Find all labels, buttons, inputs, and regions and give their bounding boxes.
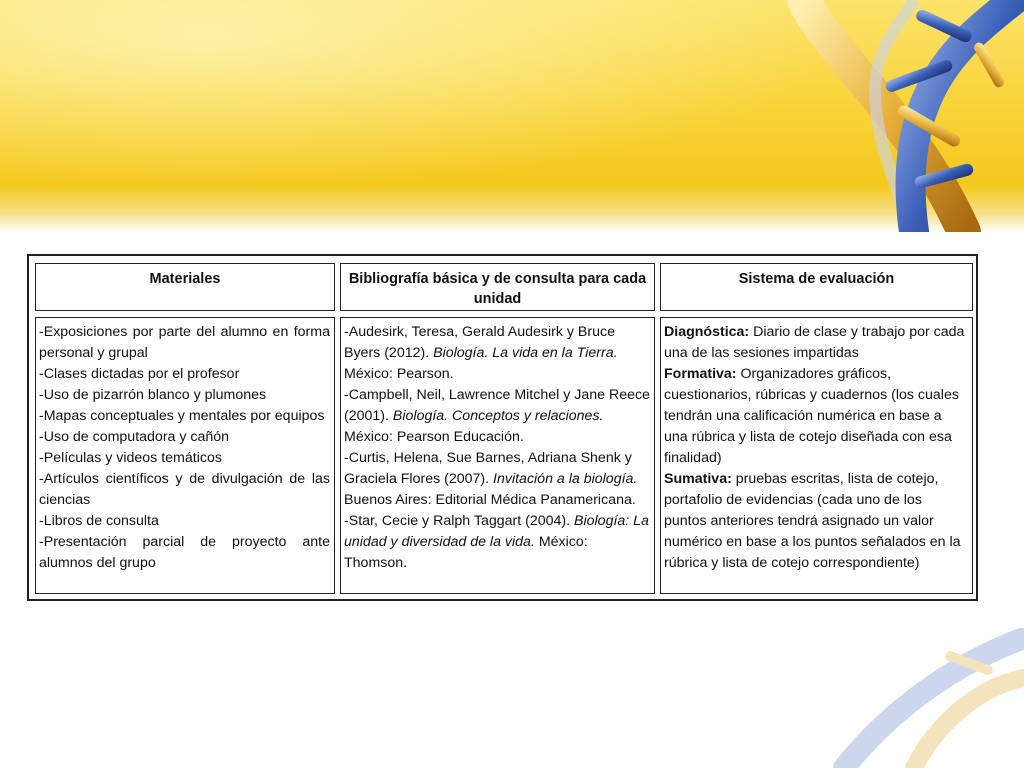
bibliografia-list bbox=[344, 322, 650, 574]
evaluation-item bbox=[664, 364, 968, 469]
header-materiales-text: Materiales bbox=[149, 271, 221, 287]
bibliography-entry bbox=[344, 448, 650, 511]
materiales-item: -Libros de consulta bbox=[39, 513, 159, 529]
header-evaluacion bbox=[660, 263, 973, 311]
header-bibliografia bbox=[340, 263, 655, 311]
bibliography-title: Biología: La unidad y diversidad de la vida. bbox=[344, 513, 649, 550]
bibliography-title: Biología. Conceptos y relaciones. bbox=[392, 408, 604, 424]
bibliography-publisher: México: Pearson. bbox=[344, 366, 454, 382]
materiales-list bbox=[39, 322, 330, 574]
evaluation-text: Organizadores gráficos, cuestionarios, rúbricas y cuadernos (los cuales tendrán una calificación numérica en base a una rúbrica y lista de cotejo diseñada con esa finalidad) bbox=[664, 366, 959, 466]
evaluation-text: Diario de clase y trabajo por cada una de las sesiones impartidas bbox=[664, 324, 965, 361]
bibliography-entry bbox=[344, 385, 650, 448]
bibliography-title: Invitación a la biología. bbox=[493, 471, 638, 487]
header-evaluacion-text: Sistema de evaluación bbox=[738, 271, 895, 287]
materiales-item: -Artículos científicos y de divulgación de las ciencias bbox=[39, 471, 330, 508]
bibliography-authors: -Curtis, Helena, Sue Barnes, Adriana Shenk y Graciela Flores (2007). bbox=[344, 450, 632, 487]
dna-helix-icon bbox=[764, 0, 1024, 232]
header-bibliografia-text: Bibliografía básica y de consulta para cada unidad bbox=[348, 271, 647, 307]
course-table bbox=[27, 254, 978, 601]
header-banner bbox=[0, 0, 1024, 232]
evaluation-label: Formativa: bbox=[664, 366, 737, 382]
bibliography-publisher: México: Thomson. bbox=[344, 534, 588, 571]
bibliography-authors: -Audesirk, Teresa, Gerald Audesirk y Bruce Byers (2012). bbox=[344, 324, 615, 361]
materiales-item: -Películas y videos temáticos bbox=[39, 450, 222, 466]
bibliography-entry bbox=[344, 322, 650, 385]
evaluation-label: Diagnóstica: bbox=[664, 324, 750, 340]
bibliography-authors: -Star, Cecie y Ralph Taggart (2004). bbox=[344, 513, 575, 529]
bibliography-entry bbox=[344, 511, 650, 574]
evaluation-item bbox=[664, 469, 968, 574]
header-materiales bbox=[35, 263, 335, 311]
materiales-item: -Uso de computadora y cañón bbox=[39, 429, 230, 445]
bibliografia-cell bbox=[340, 317, 655, 594]
materiales-item: -Presentación parcial de proyecto ante alumnos del grupo bbox=[39, 534, 330, 571]
bibliography-publisher: Buenos Aires: Editorial Médica Panamericana. bbox=[344, 492, 636, 508]
evaluacion-cell bbox=[660, 317, 973, 594]
materiales-item: -Exposiciones por parte del alumno en forma personal y grupal bbox=[39, 324, 330, 361]
bibliography-title: Biología. La vida en la Tierra. bbox=[433, 345, 618, 361]
evaluacion-list bbox=[664, 322, 968, 574]
materiales-item: -Clases dictadas por el profesor bbox=[39, 366, 240, 382]
materiales-item: -Uso de pizarrón blanco y plumones bbox=[39, 387, 267, 403]
materiales-item: -Mapas conceptuales y mentales por equipos bbox=[39, 408, 325, 424]
dna-helix-faded-icon bbox=[824, 628, 1024, 768]
evaluation-text: pruebas escritas, lista de cotejo, portafolio de evidencias (cada uno de los puntos anteriores tendrá asignado un valor numérico en base a los puntos señalados en la rúbrica y lista de cotejo correspondiente) bbox=[664, 471, 961, 571]
evaluation-item bbox=[664, 322, 968, 364]
evaluation-label: Sumativa: bbox=[664, 471, 732, 487]
materiales-cell bbox=[35, 317, 335, 594]
bibliography-authors: -Campbell, Neil, Lawrence Mitchel y Jane Reece (2001). bbox=[344, 387, 650, 424]
bibliography-publisher: México: Pearson Educación. bbox=[344, 429, 524, 445]
